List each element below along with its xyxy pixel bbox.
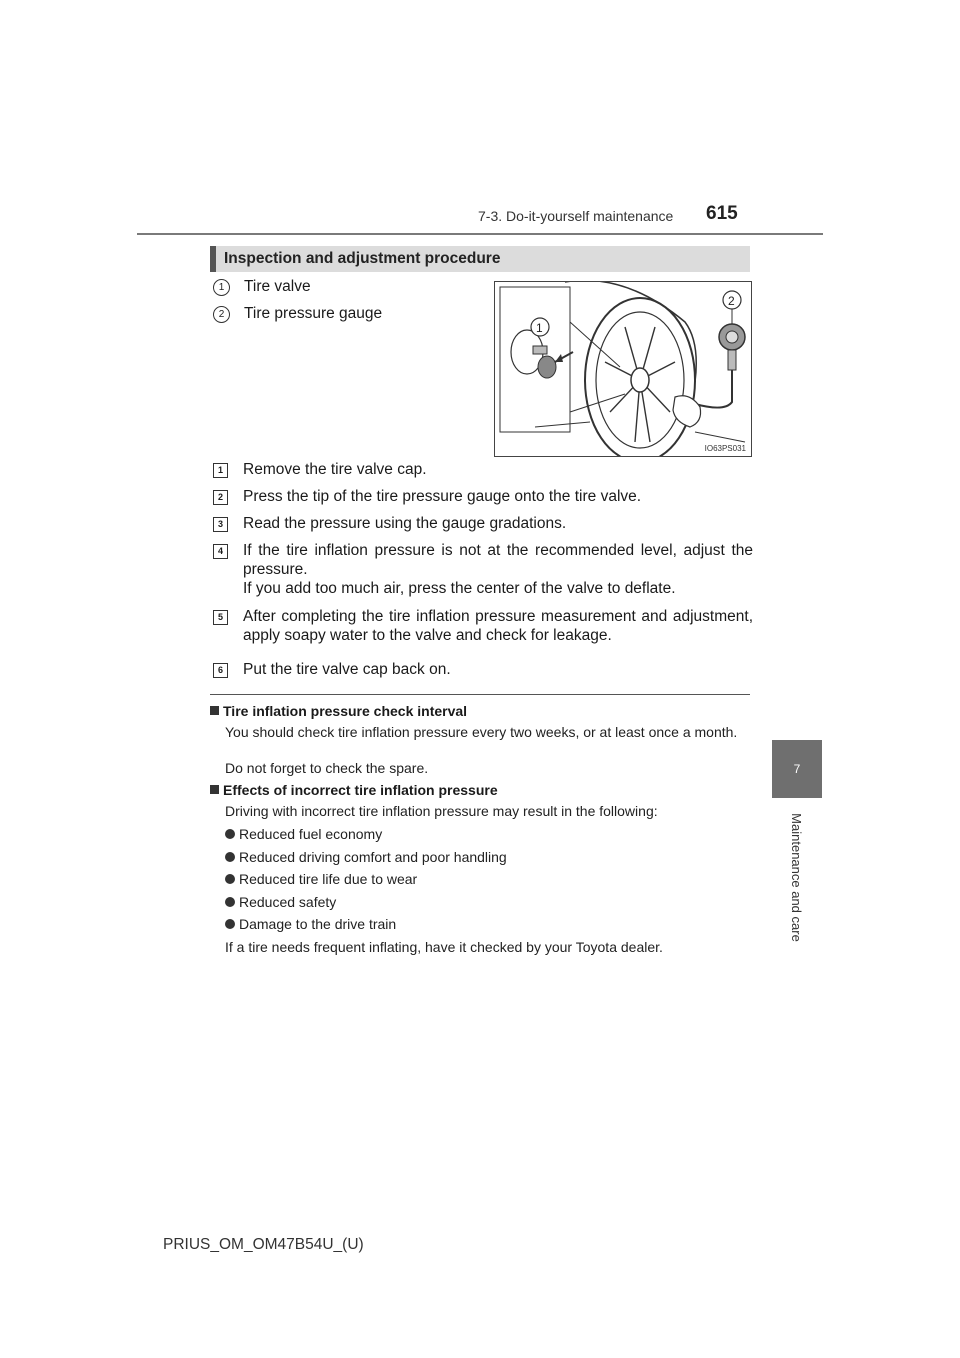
bullet-icon	[225, 852, 235, 862]
list-item	[225, 916, 396, 932]
note-title: Tire inflation pressure check interval	[223, 703, 468, 719]
bullet-icon	[225, 874, 235, 884]
square-bullet-icon	[210, 706, 219, 715]
step-number: 3	[213, 517, 228, 532]
step-number: 5	[213, 610, 228, 625]
list-item-text: Reduced tire life due to wear	[239, 871, 418, 887]
tire-illustration	[494, 281, 752, 457]
list-item	[225, 849, 507, 865]
chapter-title: Maintenance and care	[788, 813, 804, 942]
chapter-tab	[772, 740, 822, 798]
square-bullet-icon	[210, 785, 219, 794]
document-code: PRIUS_OM_OM47B54U_(U)	[163, 1236, 364, 1253]
list-item-text: Reduced safety	[239, 894, 337, 910]
step	[213, 514, 753, 533]
svg-text:2: 2	[728, 294, 735, 308]
bullet-icon	[225, 897, 235, 907]
step	[213, 607, 753, 645]
bullet-icon	[225, 829, 235, 839]
header-divider	[137, 233, 823, 235]
note-body: If a tire needs frequent inflating, have it checked by your Toyota dealer.	[225, 939, 663, 955]
step	[213, 460, 753, 479]
step-text: Press the tip of the tire pressure gauge onto the tire valve.	[243, 488, 642, 505]
step	[213, 541, 753, 598]
section-title-bar	[210, 246, 750, 272]
section-accent	[210, 246, 216, 272]
callout-label: Tire pressure gauge	[244, 305, 383, 322]
callout-tire-valve	[213, 278, 311, 296]
callout-label: Tire valve	[244, 278, 311, 295]
step-text: Read the pressure using the gauge gradations.	[243, 515, 567, 532]
note-body: Do not forget to check the spare.	[225, 760, 429, 776]
step	[213, 660, 753, 679]
step-text: After completing the tire inflation pressure measurement and adjustment, apply soapy water to the valve and check for leakage.	[243, 608, 753, 644]
page-number: 615	[706, 203, 738, 224]
step-text: Remove the tire valve cap.	[243, 461, 427, 478]
note-heading-interval	[210, 703, 467, 719]
step-number: 6	[213, 663, 228, 678]
list-item	[225, 871, 417, 887]
chapter-number: 7	[793, 762, 801, 776]
step	[213, 487, 753, 506]
note-heading-effects	[210, 782, 498, 798]
list-item	[225, 826, 382, 842]
tire-drawing	[495, 282, 751, 456]
step-number: 1	[213, 463, 228, 478]
section-heading: 7-3. Do-it-yourself maintenance	[478, 208, 674, 224]
step-text: If the tire inflation pressure is not at the recommended level, adjust the pressure.	[243, 542, 753, 578]
callout-number: 2	[213, 306, 230, 323]
notes-divider	[210, 694, 750, 695]
list-item-text: Reduced fuel economy	[239, 826, 383, 842]
step-text: Put the tire valve cap back on.	[243, 661, 451, 678]
figure-code: IO63PS031	[704, 444, 746, 453]
note-title: Effects of incorrect tire inflation pressure	[223, 782, 498, 798]
step-subtext: If you add too much air, press the center of the valve to deflate.	[243, 580, 676, 597]
bullet-icon	[225, 919, 235, 929]
step-number: 4	[213, 544, 228, 559]
list-item-text: Reduced driving comfort and poor handling	[239, 849, 507, 865]
callout-number: 1	[213, 279, 230, 296]
chapter-label	[756, 805, 836, 950]
svg-text:1: 1	[536, 321, 543, 335]
section-title: Inspection and adjustment procedure	[224, 250, 501, 267]
note-body: You should check tire inflation pressure every two weeks, or at least once a month.	[225, 724, 738, 740]
note-body: Driving with incorrect tire inflation pressure may result in the following:	[225, 803, 658, 819]
list-item-text: Damage to the drive train	[239, 916, 397, 932]
list-item	[225, 894, 336, 910]
step-number: 2	[213, 490, 228, 505]
callout-gauge	[213, 305, 382, 323]
